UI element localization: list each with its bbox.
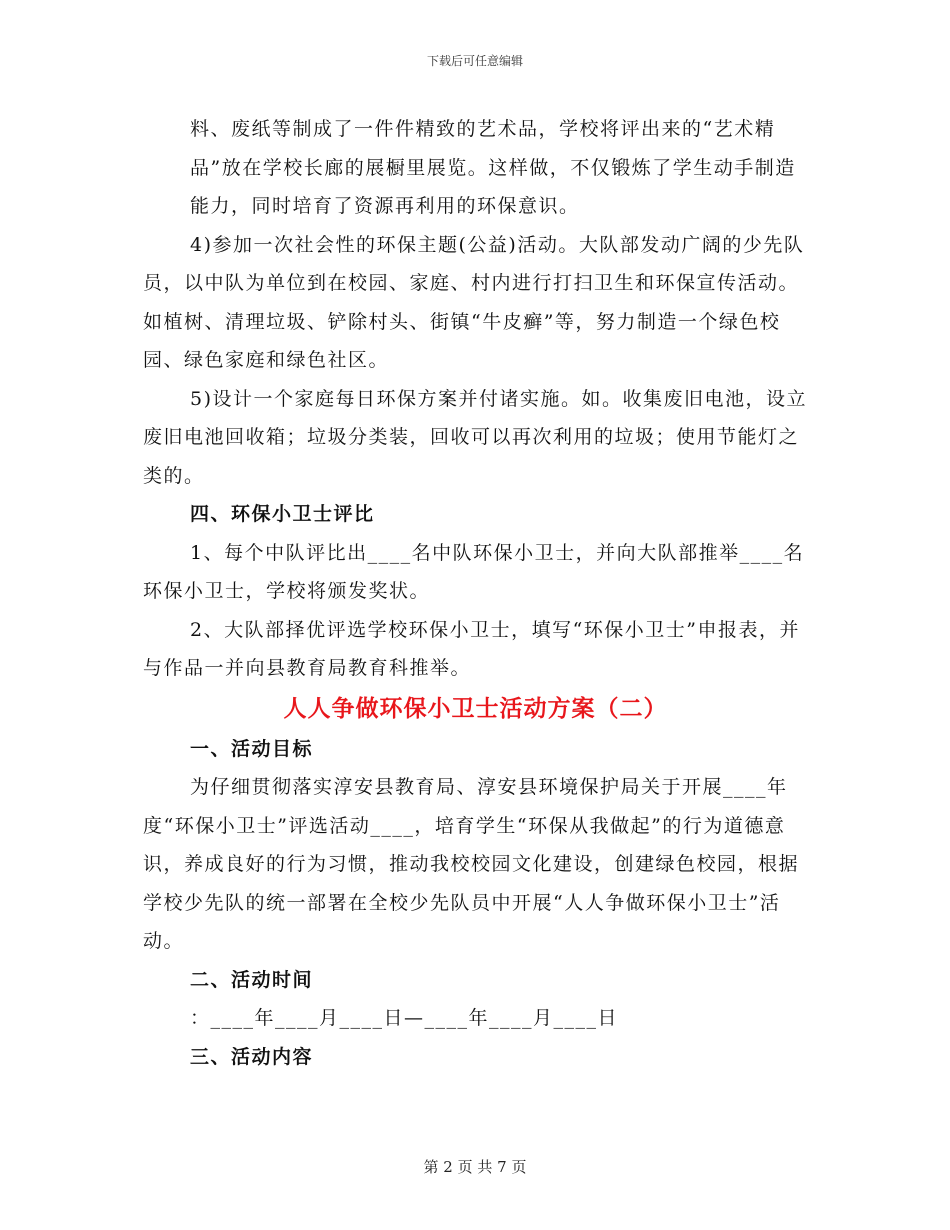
document-body [143,110,808,1076]
document-title-part-2: 人人争做环保小卫士活动方案（二） [283,694,668,722]
paragraph-evaluation-1: 1、每个中队评比出____名中队环保小卫士，并向大队部推举____名环保小卫士，学校将颁发奖状。 [143,541,805,602]
section-heading-goals: 一、活动目标 [190,737,314,760]
page-footer: 第 2 页 共 7 页 [423,1158,527,1176]
page-header: 下载后可任意编辑 [426,54,523,68]
paragraph-item-4: 4)参加一次社会性的环保主题(公益)活动。大队部发动广阔的少先队员，以中队为单位到在校园、家庭、村内进行打扫卫生和环保宣传活动。如植树、清理垃圾、铲除村头、街镇“牛皮癣”等，努力制造一个绿色校园、绿色家庭和绿色社区。 [143,233,805,371]
paragraph-item-5: 5)设计一个家庭每日环保方案并付诸实施。如。收集废旧电池，设立废旧电池回收箱；垃圾分类装，回收可以再次利用的垃圾；使用节能灯之类的。 [143,387,808,487]
paragraph-evaluation-2: 2、大队部择优评选学校环保小卫士，填写“环保小卫士”申报表，并与作品一并向县教育局教育科推举。 [143,618,801,679]
section-heading-time: 二、活动时间 [190,968,314,991]
paragraph-continued: 料、废纸等制成了一件件精致的艺术品，学校将评出来的“艺术精品”放在学校长廊的展橱里展览。这样做，不仅锻炼了学生动手制造能力，同时培育了资源再利用的环保意识。 [190,118,796,217]
section-heading-evaluation: 四、环保小卫士评比 [190,503,375,525]
paragraph-goals: 为仔细贯彻落实淳安县教育局、淳安县环境保护局关于开展____年度“环保小卫士”评选活动____，培育学生“环保从我做起”的行为道德意识，养成良好的行为习惯，推动我校校园文化建设，创建绿色校园，根据学校少先队的统一部署在全校少先队员中开展“人人争做环保小卫士”活动。 [143,776,800,952]
paragraph-time: ：____年____月____日—____年____月____日 [190,1007,619,1029]
section-heading-content: 三、活动内容 [190,1045,314,1068]
